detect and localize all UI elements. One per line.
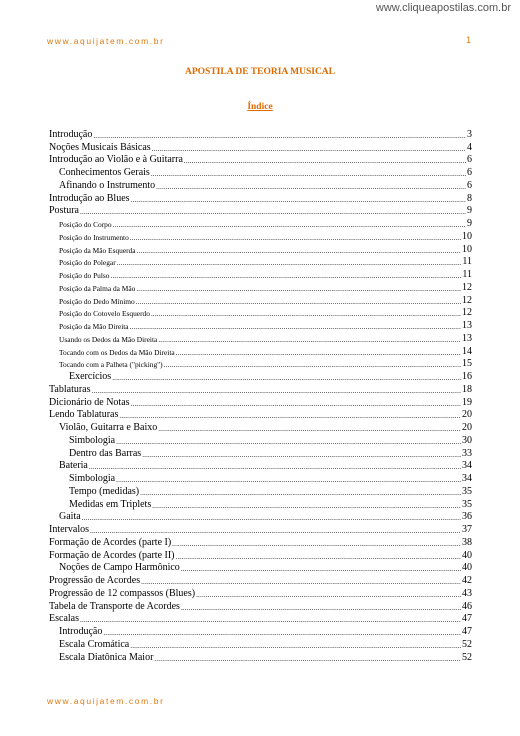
toc-dot-leader [80,616,461,624]
toc-entry[interactable] [49,573,472,586]
toc-dot-leader [90,527,461,535]
toc-dot-leader [82,514,461,522]
site-footer-url[interactable]: www.aquijatem.com.br [47,696,165,706]
toc-entry-label: Dentro das Barras [69,447,142,459]
toc-entry[interactable] [49,420,472,433]
toc-entry[interactable] [49,165,472,178]
toc-dot-leader [119,412,461,420]
toc-entry-page: 38 [462,536,472,548]
toc-entry-page: 11 [462,256,472,268]
toc-entry-page: 52 [462,638,472,650]
toc-entry[interactable] [49,178,472,191]
toc-dot-leader [176,553,462,561]
toc-entry-label: Noções Musicais Básicas [49,141,151,153]
toc-entry[interactable] [49,395,472,408]
toc-dot-leader [93,132,466,140]
toc-entry-page: 10 [462,243,472,255]
toc-entry[interactable] [49,357,472,370]
toc-entry-label: Introdução ao Blues [49,192,130,204]
toc-entry[interactable] [49,612,472,625]
toc-entry-page: 35 [462,498,472,510]
toc-dot-leader [112,374,461,382]
toc-entry[interactable] [49,522,472,535]
toc-entry[interactable] [49,331,472,344]
toc-dot-leader [130,642,461,650]
toc-entry-label: Tocando com a Palheta ("picking") [59,360,163,370]
toc-dot-leader [80,208,466,216]
toc-entry-page: 42 [462,575,472,586]
toc-entry[interactable] [49,471,472,484]
toc-entry[interactable] [49,535,472,548]
toc-entry[interactable] [49,306,472,319]
toc-entry-page: 43 [462,587,472,599]
toc-entry-page: 34 [462,460,472,472]
toc-entry-label: Posição da Mão Direita [59,322,129,331]
toc-entry-label: Posição da Mão Esquerda [59,245,136,255]
toc-entry-page: 3 [467,128,472,140]
toc-entry-label: Progressão de 12 compassos (Blues) [49,587,196,599]
toc-dot-leader [111,272,462,280]
toc-entry-label: Simbologia [69,473,116,484]
toc-dot-leader [158,425,461,433]
toc-entry-label: Noções de Campo Harmônico [59,562,180,574]
toc-entry-page: 37 [462,524,472,535]
toc-dot-leader [172,540,461,548]
toc-dot-leader [131,400,461,408]
toc-entry[interactable] [49,293,472,306]
toc-entry-page: 12 [462,294,472,306]
toc-entry-label: Posição do Cotovelo Esquerdo [59,309,150,319]
source-url: www.cliqueapostilas.com.br [375,2,511,14]
toc-entry-page: 30 [462,434,472,446]
toc-entry-label: Posição do Corpo [59,220,112,229]
toc-entry-label: Posição da Palma da Mão [59,283,136,293]
toc-entry-page: 4 [467,141,472,153]
toc-entry-label: Intervalos [49,524,89,535]
toc-entry[interactable] [49,255,472,268]
toc-entry-label: Formação de Acordes (parte I) [49,536,172,548]
toc-entry-page: 9 [467,205,472,217]
toc-entry-page: 15 [462,358,472,370]
toc-dot-leader [116,476,461,484]
toc-entry[interactable] [49,242,472,255]
toc-entry[interactable] [49,369,472,382]
toc-entry[interactable] [49,497,472,510]
toc-dot-leader [131,196,466,204]
toc-entry-label: Tabela de Transporte de Acordes [49,600,180,612]
toc-entry[interactable] [49,267,472,280]
toc-dot-leader [164,361,461,369]
toc-entry-label: Escala Diatônica Maior [59,651,154,663]
table-of-contents [49,127,472,663]
toc-entry-page: 20 [462,409,472,421]
toc-entry-label: Escalas [49,613,79,625]
toc-dot-leader [142,451,461,459]
toc-entry[interactable] [49,191,472,204]
toc-entry-page: 12 [462,307,472,319]
toc-entry-page: 12 [462,281,472,293]
toc-entry-label: Violão, Guitarra e Baixo [59,422,158,433]
toc-entry-page: 6 [467,154,472,166]
toc-entry-label: Introdução [49,128,93,140]
toc-dot-leader [117,259,462,267]
toc-entry-page: 16 [462,371,472,382]
toc-entry[interactable] [49,637,472,650]
toc-entry[interactable] [49,561,472,574]
toc-entry[interactable] [49,382,472,395]
toc-entry-label: Postura [49,205,79,217]
toc-dot-leader [156,183,466,191]
page-number: 1 [465,35,471,45]
toc-entry[interactable] [49,586,472,599]
toc-entry-label: Conhecimentos Gerais [59,167,150,178]
toc-entry-page: 6 [467,167,472,178]
toc-dot-leader [184,157,466,165]
toc-entry-label: Introdução [59,626,103,637]
toc-entry[interactable] [49,344,472,357]
toc-entry-page: 47 [462,613,472,625]
toc-entry-page: 33 [462,447,472,459]
toc-entry-page: 19 [462,396,472,408]
toc-dot-leader [116,438,461,446]
toc-dot-leader [196,591,461,599]
toc-entry-page: 18 [462,383,472,395]
toc-entry-page: 14 [462,345,472,357]
toc-entry-label: Tempo (medidas) [69,485,140,497]
toc-dot-leader [137,247,461,255]
toc-entry-page: 40 [462,562,472,574]
toc-entry-label: Posição do Polegar [59,258,116,268]
toc-dot-leader [103,629,461,637]
toc-entry-label: Posição do Instrumento [59,232,129,242]
toc-dot-leader [92,387,461,395]
toc-entry[interactable] [49,484,472,497]
toc-dot-leader [136,298,461,306]
toc-entry-label: Lendo Tablaturas [49,409,119,421]
toc-dot-leader [113,221,466,229]
toc-entry[interactable] [49,624,472,637]
toc-entry-label: Usando os Dedos da Mão Direita [59,334,158,344]
toc-entry[interactable] [49,204,472,217]
toc-entry-page: 20 [462,422,472,433]
toc-entry-page: 13 [462,320,472,331]
toc-entry-label: Simbologia [69,434,116,446]
toc-entry[interactable] [49,510,472,523]
toc-entry-label: Formação de Acordes (parte II) [49,549,175,561]
toc-dot-leader [152,502,461,510]
toc-entry[interactable] [49,548,472,561]
toc-entry-label: Introdução ao Violão e à Guitarra [49,154,183,166]
toc-dot-leader [181,565,461,573]
toc-entry[interactable] [49,433,472,446]
toc-entry[interactable] [49,459,472,472]
toc-entry-label: Tablaturas [49,383,91,395]
toc-entry-label: Medidas em Triplets [69,498,152,510]
site-header-url[interactable]: www.aquijatem.com.br [47,36,165,46]
toc-entry[interactable] [49,229,472,242]
toc-entry-page: 6 [467,179,472,191]
toc-entry-page: 36 [462,511,472,523]
toc-entry-label: Escala Cromática [59,638,130,650]
toc-entry-page: 35 [462,485,472,497]
toc-entry-page: 11 [462,269,472,280]
toc-entry-label: Gaita [59,511,81,523]
toc-entry[interactable] [49,153,472,166]
toc-dot-leader [136,285,461,293]
toc-entry-page: 10 [462,230,472,242]
toc-entry[interactable] [49,127,472,140]
toc-dot-leader [158,336,461,344]
toc-entry-page: 13 [462,332,472,344]
toc-entry-page: 40 [462,549,472,561]
toc-dot-leader [140,489,461,497]
toc-dot-leader [130,323,461,331]
toc-dot-leader [130,234,461,242]
toc-entry[interactable] [49,280,472,293]
toc-entry-page: 9 [467,218,472,229]
toc-entry[interactable] [49,318,472,331]
toc-entry-page: 46 [462,600,472,612]
toc-entry-page: 8 [467,192,472,204]
toc-entry[interactable] [49,216,472,229]
toc-dot-leader [176,349,461,357]
toc-entry-page: 52 [462,651,472,663]
index-heading: Índice [247,102,273,112]
toc-dot-leader [152,145,466,153]
toc-entry-label: Progressão de Acordes [49,575,141,586]
toc-entry[interactable] [49,408,472,421]
toc-entry[interactable] [49,446,472,459]
toc-dot-leader [141,578,461,586]
document-title: APOSTILA DE TEORIA MUSICAL [184,67,335,77]
toc-dot-leader [151,310,461,318]
toc-dot-leader [181,604,461,612]
toc-entry[interactable] [49,650,472,663]
toc-entry-label: Afinando o Instrumento [59,179,156,191]
toc-entry-label: Bateria [59,460,88,472]
toc-dot-leader [89,463,461,471]
toc-dot-leader [154,655,461,663]
toc-dot-leader [151,170,466,178]
toc-entry-label: Posição do Pulso [59,271,110,280]
toc-entry-label: Posição do Dedo Mínimo [59,296,135,306]
toc-entry-page: 47 [462,626,472,637]
toc-entry-label: Tocando com os Dedos da Mão Direita [59,347,175,357]
toc-entry-label: Dicionário de Notas [49,396,130,408]
toc-entry-page: 34 [462,473,472,484]
toc-entry[interactable] [49,140,472,153]
toc-entry-label: Exercícios [69,371,112,382]
toc-entry[interactable] [49,599,472,612]
